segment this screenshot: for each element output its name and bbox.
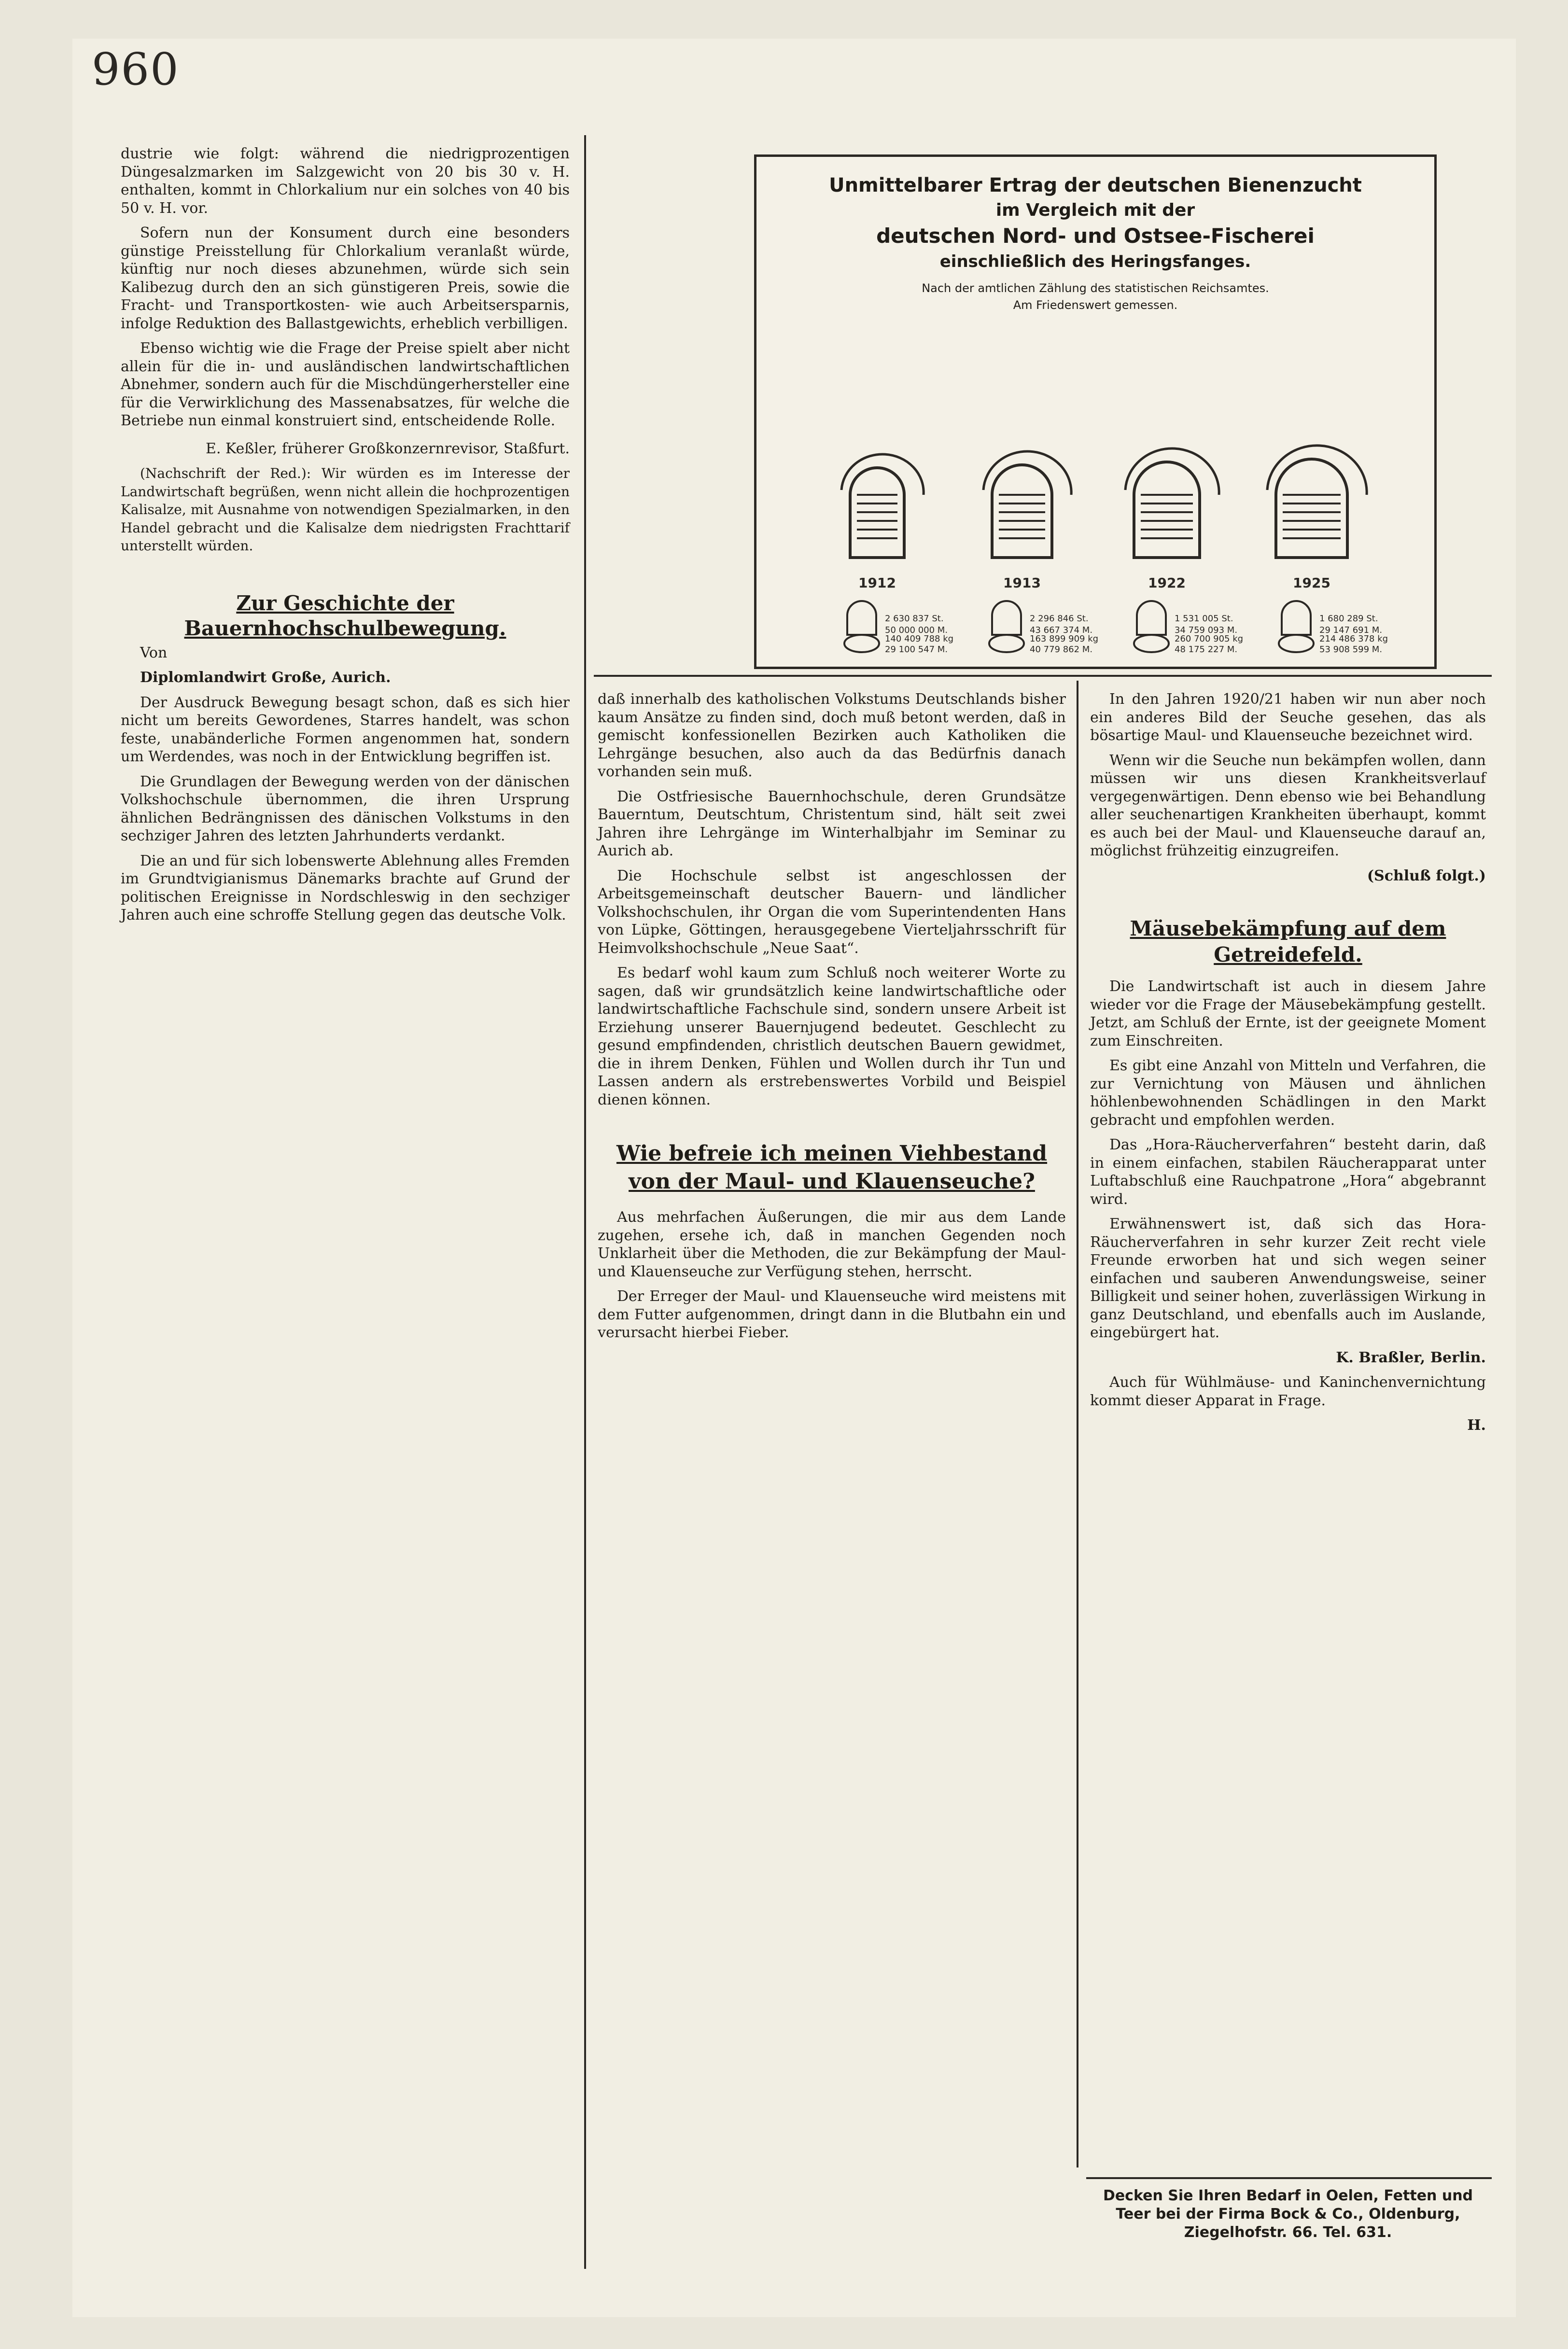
article4-title: Mäusebekämpfung auf dem Getreidefeld. bbox=[1130, 917, 1446, 966]
hive-value-marks: 50 000 000 M. bbox=[885, 625, 948, 635]
small-hive-icon bbox=[847, 601, 876, 635]
small-fish-icon bbox=[989, 635, 1024, 652]
right-column bbox=[1090, 690, 1486, 1441]
fish-value-marks: 48 175 227 M. bbox=[1175, 644, 1238, 655]
left-intro-paragraph-3: Ebenso wichtig wie die Frage der Preise spielt aber nicht allein für die in- und ausländischen landwirtschaftlichen Abnehmer, sondern auch für die Mischdüngerhersteller eine für die Verwirklichung des Massenabsatzes, für welche die Betriebe nun einmal konstruiert sind, entscheidende Rolle. bbox=[121, 340, 570, 429]
beehive-pictogram-1925 bbox=[1276, 459, 1347, 558]
column-divider-right bbox=[1077, 681, 1078, 2167]
fish-weight-value: 163 899 909 kg bbox=[1030, 634, 1099, 644]
beehive-pictogram-1922 bbox=[1134, 462, 1200, 558]
year-label: 1912 bbox=[858, 575, 896, 591]
year-label: 1925 bbox=[1293, 575, 1330, 591]
article2-paragraph-3: Die an und für sich lobenswerte Ablehnung alles Fremden im Grundtvigianismus Dänemarks brachte auf Grund der politischen Ereignisse in Nordschleswig in den sechziger Jahren auch eine schroffe Stellung gegen das deutsche Volk. bbox=[121, 852, 570, 923]
article2-cont-paragraph-4: Es bedarf wohl kaum zum Schluß noch weiterer Worte zu sagen, daß wir grundsätzlich keine landwirtschaftliche oder landwirtschaftliche Fachschule sind, sondern unsere Arbeit ist Erziehung unserer Bauernjugend bedeutet. Geschlecht zu gesund empfindenden, christlich deutschen Bauern gewidmet, die in ihrem Denken, Fühlen und Wollen durch ihr Tun und Lassen andern als erstrebenswertes Vorbild und Beispiel dienen können. bbox=[598, 965, 1066, 1108]
article2-cont-paragraph-2: Die Ostfriesische Bauernhochschule, deren Grundsätze Bauerntum, Deutschtum, Christentum sind, hält seit zwei Jahren ihre Lehrgänge im Winterhalbjahr im Seminar zu Aurich ab. bbox=[598, 788, 1066, 859]
year-label: 1922 bbox=[1148, 575, 1186, 591]
hive-value-marks: 34 759 093 M. bbox=[1175, 625, 1238, 635]
small-hive-icon bbox=[1282, 601, 1311, 635]
editor-note: (Nachschrift der Red.): Wir würden es im Interesse der Landwirtschaft begrüßen, wenn nicht allein die hochprozentigen Kalisalze, mit Ausnahme von notwendigen Spezialmarken, in den Handel gebracht und die Kalisalze dem niedrigsten Frachttarif unterstellt würden. bbox=[121, 465, 570, 554]
middle-column bbox=[598, 690, 1066, 1349]
article1-signature: E. Keßler, früherer Großkonzernrevisor, Staßfurt. bbox=[206, 440, 570, 457]
chart-subtitle-line-1: Nach der amtlichen Zählung des statistischen Reichsamtes. bbox=[922, 281, 1269, 295]
article4-paragraph-4: Erwähnenswert ist, daß sich das Hora-Räucherverfahren in sehr kurzer Zeit recht viele Freunde erworben hat und sich wegen seiner einfachen und sauberen Anwendungsweise, seiner Billigkeit und seiner hohen, zuverlässigen Wirkung in ganz Deutschland, und ebenfalls auch im Auslande, eingebürgert hat. bbox=[1090, 1216, 1486, 1341]
fish-value-marks: 29 100 547 M. bbox=[885, 644, 948, 655]
small-fish-icon bbox=[1279, 635, 1314, 652]
fish-outline-pictogram bbox=[1125, 448, 1219, 495]
chart-bottom-rule bbox=[594, 675, 1492, 677]
page-number: 960 bbox=[92, 43, 180, 95]
fish-outline-pictogram bbox=[983, 451, 1071, 495]
fish-outline-pictogram bbox=[1267, 446, 1367, 495]
footer-advertisement: Decken Sie Ihren Bedarf in Oelen, Fetten und Teer bei der Firma Bock & Co., Oldenburg, Ziegelhofstr. 66. Tel. 631. bbox=[1103, 2187, 1473, 2241]
hive-count-value: 2 630 837 St. bbox=[885, 614, 944, 624]
fish-weight-value: 260 700 905 kg bbox=[1175, 634, 1244, 644]
article3-cont-paragraph-1: In den Jahren 1920/21 haben wir nun aber noch ein anderes Bild der Seuche gesehen, das als bösartige Maul- und Klauenseuche bezeichnet wird. bbox=[1090, 691, 1486, 744]
fish-weight-value: 214 486 378 kg bbox=[1319, 634, 1388, 644]
left-intro-paragraph-1: dustrie wie folgt: während die niedrigprozentigen Düngesalzmarken im Salzgewicht von 20 bis 30 v. H. enthalten, kommt in Chlorkalium nur ein solches von 40 bis 50 v. H. vor. bbox=[121, 145, 570, 217]
small-fish-icon bbox=[1134, 635, 1169, 652]
left-intro-paragraph-2: Sofern nun der Konsument durch eine besonders günstige Preisstellung für Chlorkalium veranlaßt würde, künftig nur noch dieses abzunehmen, würde sich sein Kalibezug durch den an sich günstigeren Preis, sowie die Fracht- und Transportkosten- wie auch Arbeitsersparnis, infolge Reduktion des Ballastgewichts, erheblich verbilligen. bbox=[121, 224, 570, 332]
year-label: 1913 bbox=[1003, 575, 1041, 591]
bee-vs-fishery-chart bbox=[754, 154, 1437, 669]
article3-paragraph-2: Der Erreger der Maul- und Klauenseuche wird meistens mit dem Futter aufgenommen, dringt dann in die Blutbahn ein und verursacht hierbei Fieber. bbox=[598, 1288, 1066, 1341]
article4-postscript-initial: H. bbox=[1467, 1417, 1486, 1434]
article2-by: Von bbox=[140, 644, 168, 661]
hive-value-marks: 29 147 691 M. bbox=[1319, 625, 1383, 635]
hive-count-value: 1 531 005 St. bbox=[1175, 614, 1233, 624]
fish-outline-pictogram bbox=[841, 454, 924, 495]
column-divider-left bbox=[584, 135, 586, 2269]
article2-title: Zur Geschichte der Bauernhochschulbewegung. bbox=[184, 591, 506, 640]
article4-postscript: Auch für Wühlmäuse- und Kaninchenvernichtung kommt dieser Apparat in Frage. bbox=[1090, 1374, 1486, 1409]
chart-subtitle-line-2: Am Friedenswert gemessen. bbox=[1013, 298, 1178, 312]
chart-pictograms bbox=[756, 157, 1434, 667]
newspaper-page bbox=[72, 39, 1516, 2317]
hive-count-value: 1 680 289 St. bbox=[1319, 614, 1378, 624]
article2-cont-paragraph-1: daß innerhalb des katholischen Volkstums Deutschlands bisher kaum Ansätze zu finden sind, doch muß betont werden, daß in gemischt konfessionellen Bezirken auch Katholiken die Lehrgänge besuchen, also auch da das Bedürfnis danach vorhanden sein muß. bbox=[598, 691, 1066, 780]
article4-paragraph-1: Die Landwirtschaft ist auch in diesem Jahre wieder vor die Frage der Mäusebekämpfung gestellt. Jetzt, am Schluß der Ernte, ist der geeignete Moment zum Einschreiten. bbox=[1090, 978, 1486, 1049]
hive-count-value: 2 296 846 St. bbox=[1030, 614, 1089, 624]
article4-paragraph-3: Das „Hora-Räucherverfahren“ besteht darin, daß in einem einfachen, stabilen Räucherapparat unter Luftabschluß eine Rauchpatrone „Hora“ abgebrannt wird. bbox=[1090, 1136, 1486, 1208]
chart-title-line-4: einschließlich des Heringsfanges. bbox=[939, 252, 1251, 271]
fish-value-marks: 53 908 599 M. bbox=[1319, 644, 1383, 655]
article2-author: Diplomlandwirt Große, Aurich. bbox=[140, 669, 391, 686]
chart-title-line-3: deutschen Nord- und Ostsee-Fischerei bbox=[876, 224, 1315, 248]
small-hive-icon bbox=[1137, 601, 1166, 635]
left-column bbox=[121, 145, 570, 931]
article2-paragraph-2: Die Grundlagen der Bewegung werden von der dänischen Volkshochschule übernommen, die ihren Ursprung ähnlichen Bedrängnissen des dänischen Volkstums in den sechziger Jahren des letzten Jahrhunderts verdankt. bbox=[121, 773, 570, 844]
footer-rule bbox=[1086, 2177, 1492, 2179]
chart-title-line-1: Unmittelbarer Ertrag der deutschen Bienenzucht bbox=[829, 174, 1362, 196]
small-fish-icon bbox=[844, 635, 879, 652]
fish-weight-value: 140 409 788 kg bbox=[885, 634, 954, 644]
article3-cont-paragraph-2: Wenn wir die Seuche nun bekämpfen wollen, dann müssen wir uns diesen Krankheitsverlauf vergegenwärtigen. Denn ebenso wie bei Behandlung aller seuchenartigen Krankheiten überhaupt, kommt es auch bei der Maul- und Klauenseuche darauf an, möglichst frühzeitig einzugreifen. bbox=[1090, 752, 1486, 859]
article4-signature: K. Braßler, Berlin. bbox=[1336, 1349, 1486, 1366]
article4-paragraph-2: Es gibt eine Anzahl von Mitteln und Verfahren, die zur Vernichtung von Mäusen und ähnlichen höhlenbewohnenden Schädlingen in den Markt gebracht und empfohlen werden. bbox=[1090, 1057, 1486, 1129]
article3-paragraph-1: Aus mehrfachen Äußerungen, die mir aus dem Lande zugehen, ersehe ich, daß in manchen Gegenden noch Unklarheit über die Methoden, die zur Bekämpfung der Maul- und Klauenseuche zur Verfügung stehen, herrscht. bbox=[598, 1209, 1066, 1280]
small-hive-icon bbox=[992, 601, 1021, 635]
article2-cont-paragraph-3: Die Hochschule selbst ist angeschlossen der Arbeitsgemeinschaft deutscher Bauern- und ländlicher Volkshochschulen, ihr Organ die vom Superintendenten Hans von Lüpke, Göttingen, herausgegebene Vierteljahrsschrift für Heimvolkshochschule „Neue Saat“. bbox=[598, 867, 1066, 957]
article3-title: Wie befreie ich meinen Viehbestand von der Maul- und Klauenseuche? bbox=[616, 1141, 1048, 1194]
hive-value-marks: 43 667 374 M. bbox=[1030, 625, 1093, 635]
article3-end-note: (Schluß folgt.) bbox=[1367, 867, 1486, 884]
article2-paragraph-1: Der Ausdruck Bewegung besagt schon, daß es sich hier nicht um bereits Gewordenes, Starres handelt, was schon feste, unabänderliche Formen angenommen hat, sondern um Werdendes, was noch in der Entwicklung begriffen ist. bbox=[121, 694, 570, 765]
chart-title-line-2: im Vergleich mit der bbox=[995, 200, 1195, 220]
fish-value-marks: 40 779 862 M. bbox=[1030, 644, 1093, 655]
